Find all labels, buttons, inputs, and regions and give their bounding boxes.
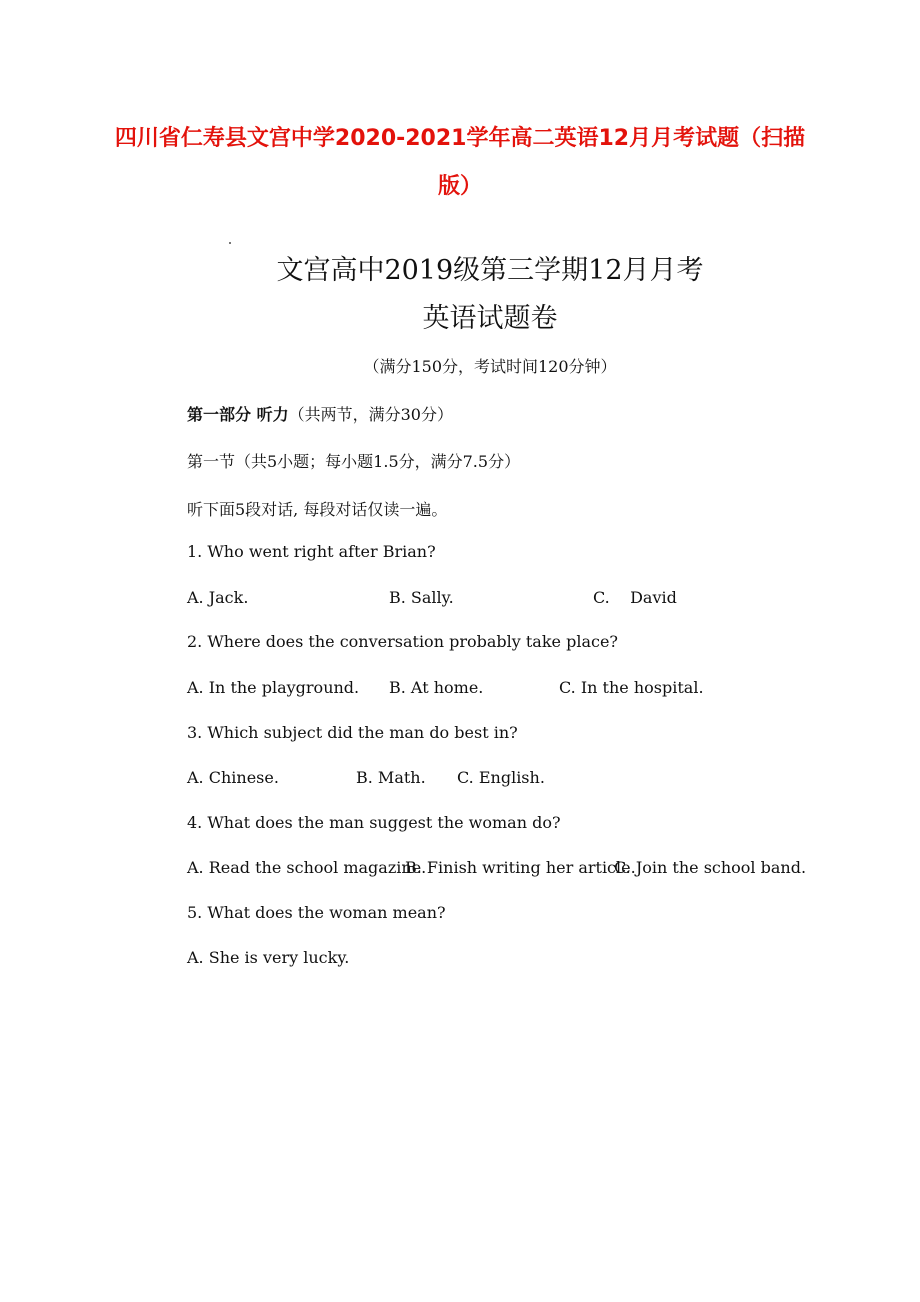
question-3-option-a: A. Chinese. (187, 768, 279, 787)
question-2-option-c: C. In the hospital. (559, 678, 704, 697)
question-4-stem: 4. What does the man suggest the woman do? (187, 813, 561, 832)
question-3-stem: 3. Which subject did the man do best in? (187, 723, 518, 742)
question-4-option-b: B. Finish writing her article. (405, 858, 636, 877)
scan-speck (229, 242, 231, 244)
part-1-title (187, 402, 453, 425)
exam-subheading: 英语试题卷 (422, 303, 558, 334)
question-2-stem: 2. Where does the conversation probably take place? (187, 632, 618, 651)
question-1-option-c: C. David (593, 588, 677, 607)
question-4-option-a: A. Read the school magazine. (187, 858, 427, 877)
question-2-option-b: B. At home. (389, 678, 484, 697)
section-1-instruction: 听下面5段对话, 每段对话仅读一遍。 (187, 500, 448, 519)
question-1-option-b: B. Sally. (389, 588, 454, 607)
question-2-option-a: A. In the playground. (187, 678, 360, 697)
question-4-option-c: C. Join the school band. (614, 858, 807, 877)
part-1-title-bold: 第一部分 听力 (187, 405, 289, 424)
question-1-stem: 1. Who went right after Brian? (187, 542, 436, 561)
question-5-stem: 5. What does the woman mean? (187, 903, 446, 922)
question-3-option-c: C. English. (457, 768, 545, 787)
question-3-option-b: B. Math. (356, 768, 426, 787)
document-title-line-2: 版） (437, 174, 482, 199)
question-5-option-a: A. She is very lucky. (187, 948, 350, 967)
document-title-line-1: 四川省仁寿县文宫中学2020-2021学年高二英语12月月考试题（扫描 (114, 126, 806, 151)
section-1-title: 第一节（共5小题；每小题1.5分，满分7.5分） (187, 452, 521, 471)
question-1-option-a: A. Jack. (187, 588, 249, 607)
part-1-title-rest: （共两节，满分30分） (288, 405, 453, 424)
exam-heading: 文宫高中2019级第三学期12月月考 (276, 255, 704, 286)
exam-info: （满分150分，考试时间120分钟） (363, 357, 617, 376)
